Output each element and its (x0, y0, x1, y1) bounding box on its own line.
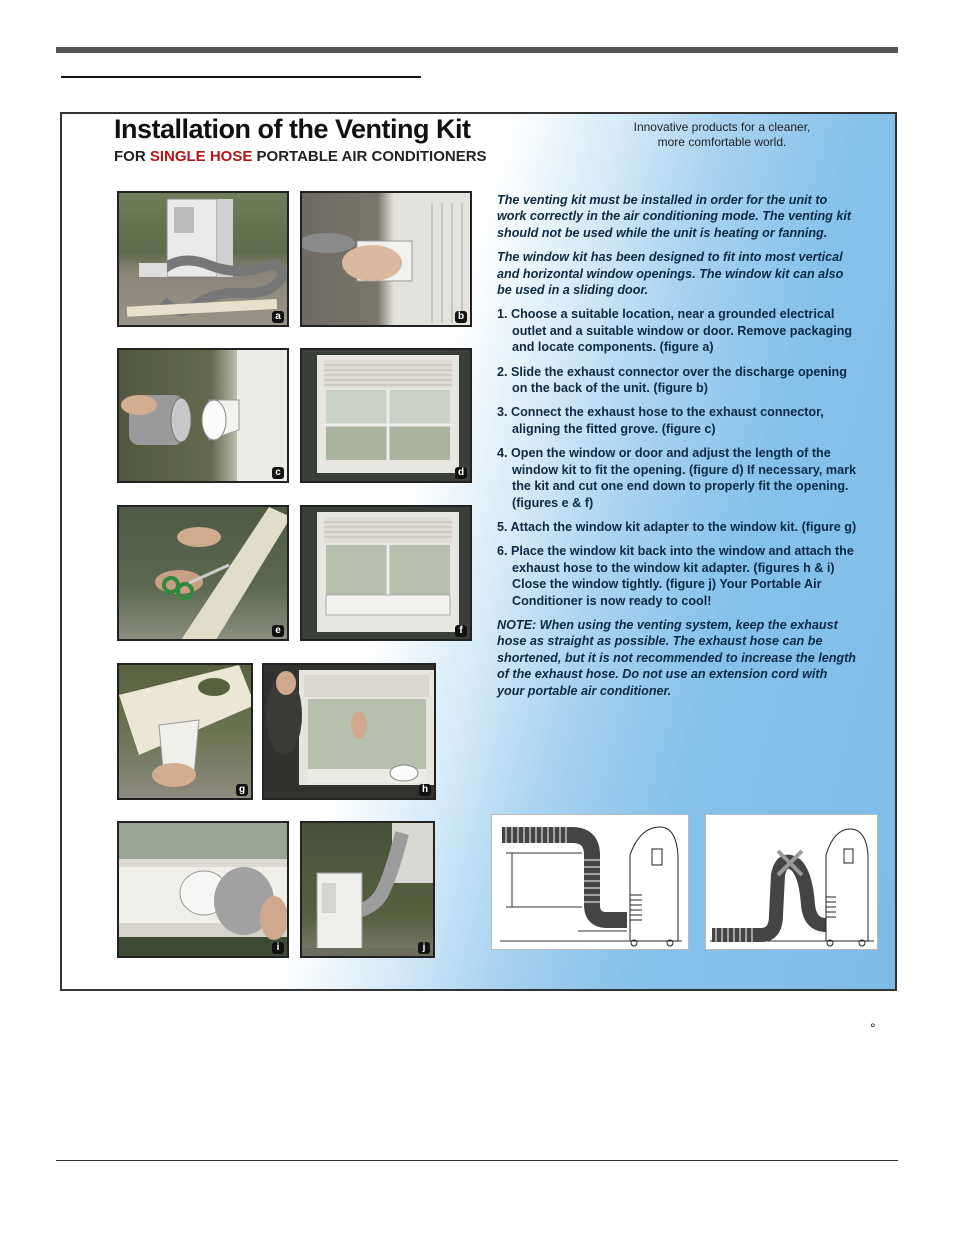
instructions (497, 192, 857, 707)
figure-label: i (272, 942, 284, 954)
intro-paragraph-1: The venting kit must be installed in order for the unit to work correctly in the air conditioning mode. The venting kit should not be used while the unit is heating or fanning. (497, 193, 852, 240)
figure-i-photo (117, 821, 289, 958)
figure-label: a (272, 311, 284, 323)
figure-j-photo (300, 821, 435, 958)
venting-kit-panel (60, 112, 897, 991)
step-item: 5. Attach the window kit adapter to the window kit. (figure g) (497, 519, 857, 534)
figure-b-photo (300, 191, 472, 327)
figure-label: h (419, 784, 431, 796)
figure-label: e (272, 625, 284, 637)
figure-e-photo (117, 505, 289, 641)
panel-title: Installation of the Venting Kit (114, 114, 471, 144)
figure-label: g (236, 784, 248, 796)
heading-underline (61, 76, 421, 78)
step-item: 1. Choose a suitable location, near a grounded electrical outlet and a suitable window or door. Remove packaging and locate components. (figure a) (497, 307, 853, 355)
steps-list (497, 306, 857, 609)
figure-label: j (418, 942, 430, 954)
bottom-rule (56, 1160, 898, 1161)
figure-label: b (455, 311, 467, 323)
incorrect-hose-diagram (705, 814, 878, 950)
figure-f-photo (300, 505, 472, 641)
figure-g-photo (117, 663, 253, 800)
subtitle-highlight: SINGLE HOSE (149, 148, 253, 165)
figure-label: c (272, 467, 284, 479)
panel-subtitle: FOR SINGLE HOSE PORTABLE AIR CONDITIONERS (114, 148, 487, 165)
figure-label: d (455, 467, 467, 479)
correct-hose-diagram (491, 814, 689, 950)
figure-a-photo (117, 191, 289, 327)
step-item: 3. Connect the exhaust hose to the exhaust connector, aligning the fitted grove. (figure c) (497, 405, 824, 436)
figure-h-photo (262, 663, 436, 800)
step-item: 4. Open the window or door and adjust the length of the window kit to fit the opening. (figure d) If necessary, mark the kit and cut one end down to properly fit the opening. (figures e & f) (497, 446, 857, 510)
figure-label: f (455, 625, 467, 637)
tagline: Innovative products for a cleaner, more comfortable world. (633, 120, 811, 149)
degree-mark: ° (870, 1020, 876, 1036)
top-rule (56, 47, 898, 53)
note-paragraph: NOTE: When using the venting system, keep the exhaust hose as straight as possible. The exhaust hose can be shortened, but it is not recommended to increase the length of the exhaust hose. Do not use an extension cord with your portable air conditioner. (497, 617, 856, 698)
figure-d-photo (300, 348, 472, 483)
step-item: 6. Place the window kit back into the window and attach the exhaust hose to the window kit adapter. (figures h & i) Close the window tightly. (figure j) Your Portable Air Conditioner is now ready to cool! (497, 544, 854, 608)
intro-paragraph-2: The window kit has been designed to fit into most vertical and horizontal window openings. The window kit can also be used in a sliding door. (497, 250, 844, 298)
figure-c-photo (117, 348, 289, 483)
step-item: 2. Slide the exhaust connector over the discharge opening on the back of the unit. (figure b) (497, 364, 847, 396)
